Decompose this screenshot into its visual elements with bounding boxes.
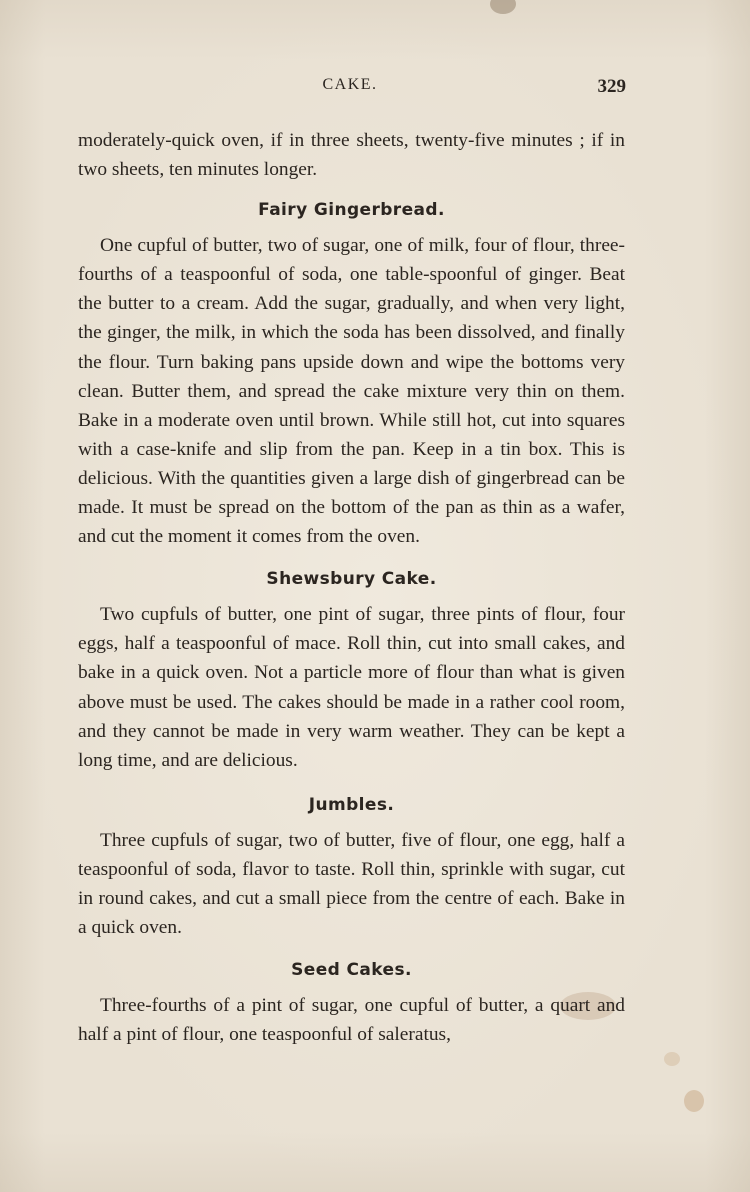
recipe-text-shewsbury-cake: Two cupfuls of butter, one pint of sugar, three pints of flour, four eggs, half a teaspoonful of mace. Roll thin, cut into small cakes, and bake in a quick oven. Not a particle more of flour than what is given above must be used. The cakes should be made in a rather cool room, and they cannot be made in very warm weather. They can be kept a long time, and are delicious. bbox=[78, 604, 625, 771]
page-body bbox=[78, 126, 625, 1049]
recipe-text-jumbles: Three cupfuls of sugar, two of butter, five of flour, one egg, half a teaspoonful of soda, flavor to taste. Roll thin, sprinkle with sugar, cut in round cakes, and cut a small piece from the centre of each. Bake in a quick oven. bbox=[78, 829, 625, 939]
recipe-title-shewsbury-cake: Shewsbury Cake. bbox=[266, 569, 437, 590]
page-stain-top bbox=[490, 0, 516, 14]
recipe-title-jumbles: Jumbles. bbox=[308, 794, 395, 815]
recipe-text-seed-cakes: Three-fourths of a pint of sugar, one cupful of butter, a quart and half a pint of flour, one teaspoonful of saleratus, bbox=[78, 995, 625, 1046]
page-number: 329 bbox=[597, 76, 626, 97]
recipe-text-fairy-gingerbread: One cupful of butter, two of sugar, one of milk, four of flour, three-fourths of a teaspoonful of soda, one table-spoonful of ginger. Beat the butter to a cream. Add the sugar, gradually, and when very light, the ginger, the milk, in which the soda has been dissolved, and finally the flour. Turn baking pans upside down and wipe the bottoms very clean. Butter them, and spread the cake mixture very thin on them. Bake in a moderate oven until brown. While still hot, cut into squares with a case-knife and slip from the pan. Keep in a tin box. This is delicious. With the quantities given a large dish of gingerbread can be made. It must be spread on the bottom of the pan as thin as a wafer, and cut the moment it comes from the oven. bbox=[78, 235, 625, 548]
recipe-title-seed-cakes: Seed Cakes. bbox=[291, 960, 412, 981]
page-stain-edge bbox=[664, 1052, 680, 1066]
running-title: CAKE. bbox=[322, 76, 378, 93]
continuation-paragraph: moderately-quick oven, if in three sheets, twenty-five minutes ; if in two sheets, ten minutes longer. bbox=[78, 130, 625, 181]
running-header bbox=[0, 76, 750, 100]
page-stain-corner bbox=[684, 1090, 704, 1112]
recipe-title-fairy-gingerbread: Fairy Gingerbread. bbox=[258, 200, 445, 221]
